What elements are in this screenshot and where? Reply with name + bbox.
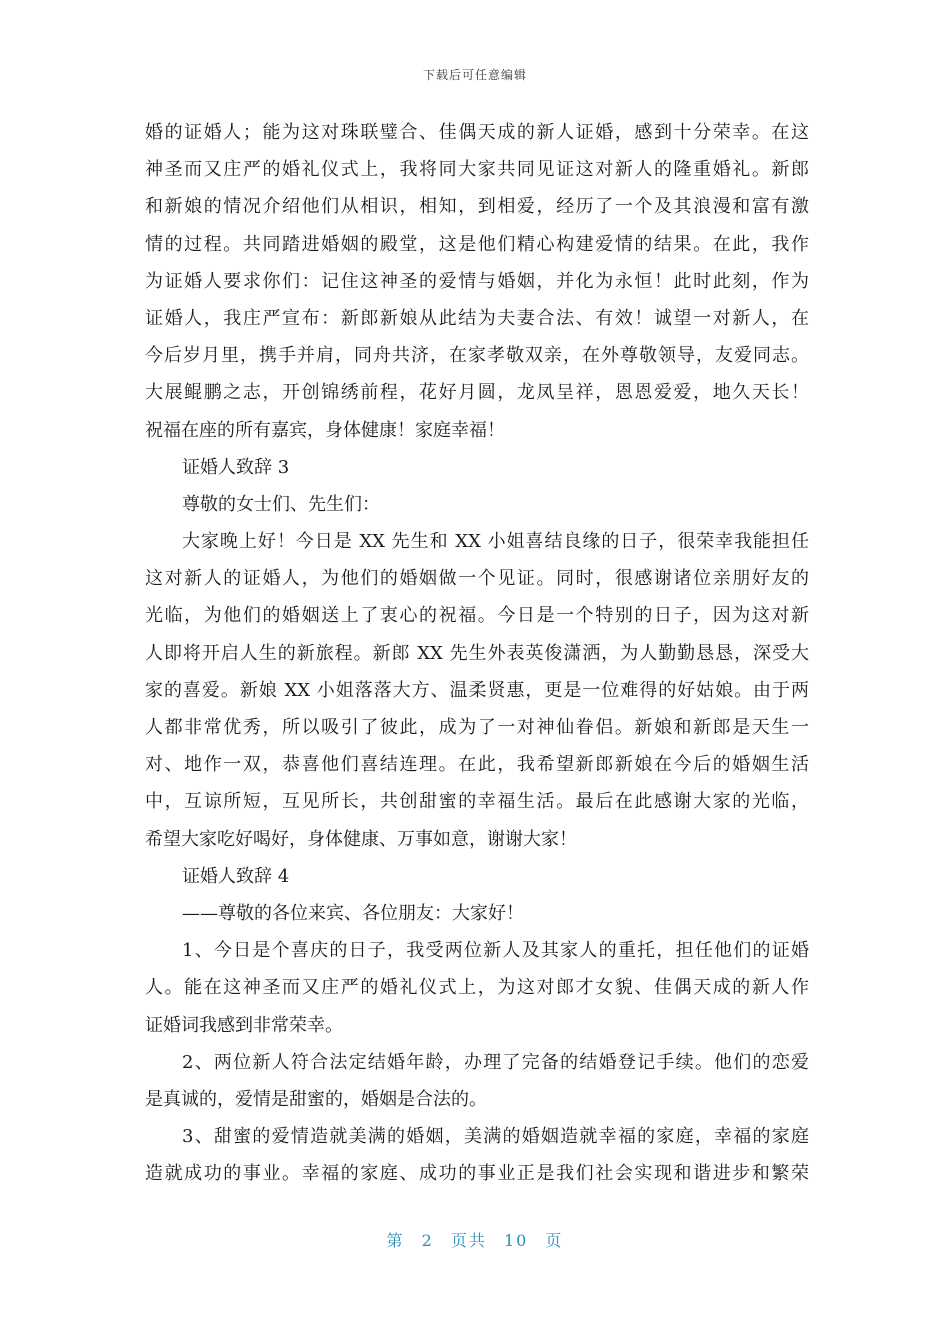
- body-line: 神圣而又庄严的婚礼仪式上，我将同大家共同见证这对新人的隆重婚礼。新郎: [145, 159, 809, 181]
- body-line: 情的过程。共同踏进婚姻的殿堂，这是他们精心构建爱情的结果。在此，我作: [145, 233, 809, 255]
- body-line: 大家晚上好！今日是 XX 先生和 XX 小姐喜结良缘的日子，很荣幸我能担任: [182, 531, 809, 553]
- body-line: 证婚词我感到非常荣幸。: [145, 1014, 343, 1036]
- body-line: 人即将开启人生的新旅程。新郎 XX 先生外表英俊潇洒，为人勤勤恳恳，深受大: [145, 642, 809, 664]
- body-line: 婚的证婚人；能为这对珠联璧合、佳偶天成的新人证婚，感到十分荣幸。在这: [145, 122, 809, 143]
- section-heading: 证婚人致辞 3: [182, 456, 290, 478]
- page-header: 下载后可任意编辑: [422, 68, 527, 82]
- body-line: 家的喜爱。新娘 XX 小姐落落大方、温柔贤惠，更是一位难得的好姑娘。由于两: [145, 679, 809, 701]
- body-line: 造就成功的事业。幸福的家庭、成功的事业正是我们社会实现和谐进步和繁荣: [145, 1163, 809, 1185]
- body-line: 为证婚人要求你们：记住这神圣的爱情与婚姻，并化为永恒！此时此刻，作为: [145, 270, 809, 292]
- body-line: 3、甜蜜的爱情造就美满的婚姻，美满的婚姻造就幸福的家庭，幸福的家庭: [182, 1126, 809, 1148]
- body-line: 对、地作一双，恭喜他们喜结连理。在此，我希望新郎新娘在今后的婚姻生活: [145, 754, 809, 776]
- document-body: [145, 114, 809, 1192]
- salutation: ——尊敬的各位来宾、各位朋友：大家好！: [182, 902, 524, 924]
- body-line: 中，互谅所短，互见所长，共创甜蜜的幸福生活。最后在此感谢大家的光临，: [145, 791, 809, 813]
- body-line: 1、今日是个喜庆的日子，我受两位新人及其家人的重托，担任他们的证婚: [182, 940, 809, 962]
- body-line: 这对新人的证婚人，为他们的婚姻做一个见证。同时，很感谢诸位亲朋好友的: [145, 568, 809, 590]
- salutation: 尊敬的女士们、先生们：: [182, 493, 380, 515]
- body-line: 人。能在这神圣而又庄严的婚礼仪式上，为这对郎才女貌、佳偶天成的新人作: [145, 977, 809, 999]
- body-line: 祝福在座的所有嘉宾，身体健康！家庭幸福！: [145, 419, 505, 441]
- body-line: 证婚人，我庄严宣布：新郎新娘从此结为夫妻合法、有效！诚望一对新人，在: [145, 307, 809, 329]
- body-line: 是真诚的，爱情是甜蜜的，婚姻是合法的。: [145, 1088, 487, 1110]
- body-line: 人都非常优秀，所以吸引了彼此，成为了一对神仙眷侣。新娘和新郎是天生一: [145, 717, 809, 738]
- section-heading: 证婚人致辞 4: [182, 865, 290, 887]
- body-line: 2、两位新人符合法定结婚年龄，办理了完备的结婚登记手续。他们的恋爱: [182, 1051, 809, 1073]
- body-line: 今后岁月里，携手并肩，同舟共济，在家孝敬双亲，在外尊敬领导，友爱同志。: [145, 345, 809, 367]
- body-line: 和新娘的情况介绍他们从相识，相知，到相爱，经历了一个及其浪漫和富有激: [145, 196, 809, 218]
- body-line: 光临，为他们的婚姻送上了衷心的祝福。今日是一个特别的日子，因为这对新: [145, 605, 809, 627]
- body-line: 大展鲲鹏之志，开创锦绣前程，花好月圆，龙凤呈祥，恩恩爱爱，地久天长！: [145, 382, 809, 404]
- body-line: 希望大家吃好喝好，身体健康、万事如意，谢谢大家！: [145, 828, 577, 850]
- page-number: 第 2 页共 10 页: [386, 1231, 564, 1250]
